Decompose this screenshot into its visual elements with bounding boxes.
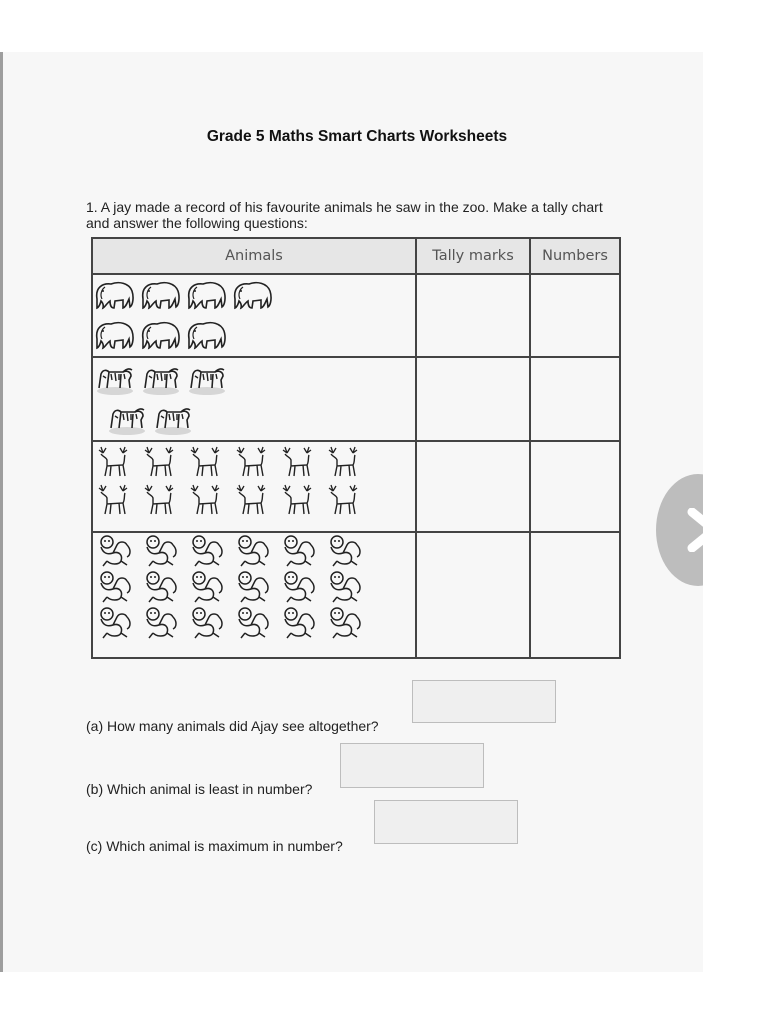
deer-icon: [277, 481, 321, 517]
elephant-icon: [139, 277, 183, 313]
monkey-icon: [185, 533, 229, 569]
monkey-icon: [93, 569, 137, 605]
deer-icon: [185, 443, 229, 479]
monkeys-cell: [92, 532, 416, 658]
deer-icon: [323, 481, 367, 517]
question-c: (c) Which animal is maximum in number?: [86, 838, 343, 854]
elephant-icon: [93, 277, 137, 313]
table-row: [92, 357, 620, 441]
header-numbers: Numbers: [530, 238, 620, 274]
deer-cell: [92, 441, 416, 532]
deer-icon: [323, 443, 367, 479]
deer-icon: [93, 443, 137, 479]
elephant-icon: [231, 277, 275, 313]
number-cell[interactable]: [530, 532, 620, 658]
deer-icon: [277, 443, 321, 479]
monkey-icon: [93, 605, 137, 641]
tally-cell[interactable]: [416, 532, 530, 658]
tally-cell[interactable]: [416, 357, 530, 441]
monkey-icon: [185, 605, 229, 641]
deer-icon: [139, 481, 183, 517]
table-row: [92, 532, 620, 658]
monkey-icon: [139, 605, 183, 641]
tiger-icon: [93, 360, 137, 396]
deer-icon: [231, 481, 275, 517]
tally-chart-table: [91, 237, 621, 659]
question-b: (b) Which animal is least in number?: [86, 781, 313, 797]
answer-box-c[interactable]: [374, 800, 518, 844]
answer-box-a[interactable]: [412, 680, 556, 723]
monkey-icon: [277, 569, 321, 605]
question-a: (a) How many animals did Ajay see altogether?: [86, 718, 379, 734]
tiger-icon: [105, 400, 149, 436]
deer-icon: [139, 443, 183, 479]
monkey-icon: [231, 533, 275, 569]
monkey-icon: [323, 533, 367, 569]
table-row: [92, 274, 620, 357]
monkey-icon: [277, 605, 321, 641]
question-1-text: 1. A jay made a record of his favourite animals he saw in the zoo. Make a tally chart and answer the following questions:: [86, 199, 603, 231]
elephant-icon: [139, 317, 183, 353]
monkey-icon: [323, 605, 367, 641]
elephant-icon: [185, 317, 229, 353]
tally-cell[interactable]: [416, 274, 530, 357]
monkey-icon: [185, 569, 229, 605]
monkey-icon: [231, 569, 275, 605]
table-header-row: [92, 238, 620, 274]
worksheet-title: Grade 5 Maths Smart Charts Worksheets: [206, 128, 508, 145]
monkey-icon: [323, 569, 367, 605]
header-animals: Animals: [92, 238, 416, 274]
monkey-icon: [139, 569, 183, 605]
deer-icon: [93, 481, 137, 517]
tiger-icon: [185, 360, 229, 396]
elephants-cell: [92, 274, 416, 357]
tally-cell[interactable]: [416, 441, 530, 532]
number-cell[interactable]: [530, 357, 620, 441]
number-cell[interactable]: [530, 274, 620, 357]
monkey-icon: [231, 605, 275, 641]
monkey-icon: [277, 533, 321, 569]
deer-icon: [231, 443, 275, 479]
tiger-icon: [139, 360, 183, 396]
tiger-icon: [151, 400, 195, 436]
elephant-icon: [185, 277, 229, 313]
monkey-icon: [93, 533, 137, 569]
elephant-icon: [93, 317, 137, 353]
viewer-right-margin: [703, 0, 768, 1024]
table-row: [92, 441, 620, 532]
deer-icon: [185, 481, 229, 517]
header-tally-marks: Tally marks: [416, 238, 530, 274]
number-cell[interactable]: [530, 441, 620, 532]
answer-box-b[interactable]: [340, 743, 484, 788]
tigers-cell: [92, 357, 416, 441]
monkey-icon: [139, 533, 183, 569]
